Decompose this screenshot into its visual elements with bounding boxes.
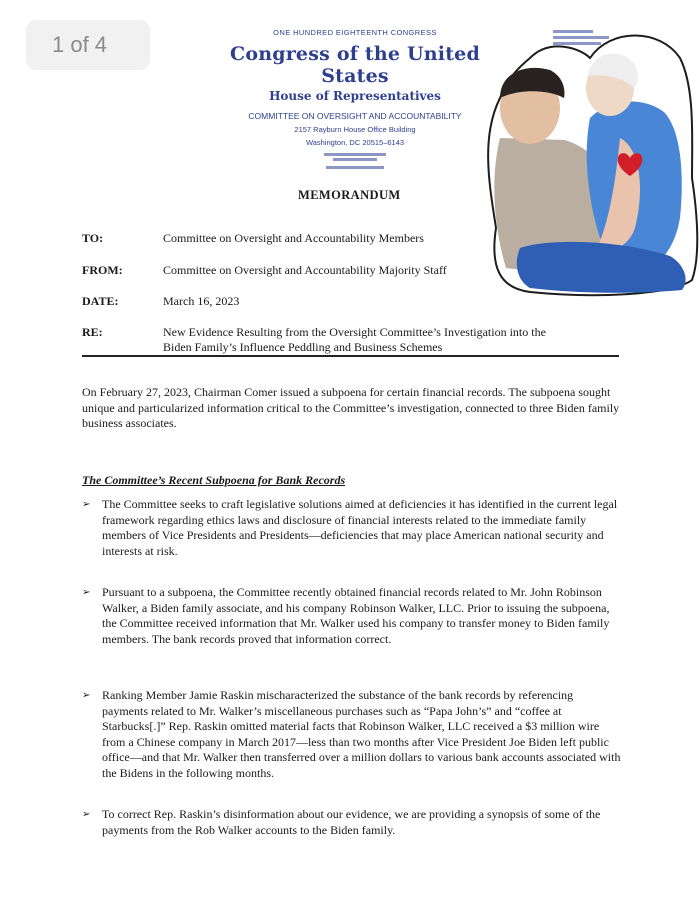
phone-line [324, 153, 386, 156]
to-label: TO: [82, 231, 104, 245]
re-value [163, 325, 618, 355]
bullet-arrow-icon: ➢ [82, 499, 91, 510]
letterhead-phone-lines [220, 153, 490, 169]
website-line [326, 166, 384, 169]
section-heading: The Committee’s Recent Subpoena for Bank Records [82, 473, 346, 487]
bullet-arrow-icon: ➢ [82, 587, 91, 598]
letterhead-title: Congress of the United States [230, 43, 480, 87]
header-rule [82, 355, 619, 357]
bullet-text: Ranking Member Jamie Raskin mischaracterized the substance of the bank records by referencing payments related to Mr. Walker’s miscellaneous purchases such as “Papa John’s” and “coffee at Starbucks[.]” Rep. Raskin omitted material facts that Robinson Walker, LLC received a $3 million wire from a Chinese company in March 2017—less than two months after Vice President Joe Biden left public office—and that Mr. Walker then transferred over a million dollars to various bank accounts associated with the Bidens in the following months. [102, 688, 621, 780]
bullet-arrow-icon: ➢ [82, 809, 91, 820]
re-line-2: Biden Family’s Influence Peddling and Business Schemes [163, 340, 443, 354]
bullet-arrow-icon: ➢ [82, 690, 91, 701]
letterhead-house: House of Representatives [269, 89, 441, 103]
phone-line [333, 158, 377, 161]
from-label: FROM: [82, 263, 123, 277]
date-label: DATE: [82, 294, 119, 308]
embrace-sticker-image [470, 18, 700, 298]
to-value: Committee on Oversight and Accountability Members [163, 231, 424, 245]
memo-title: MEMORANDUM [298, 188, 401, 202]
letterhead-committee: COMMITTEE ON OVERSIGHT AND ACCOUNTABILITY [248, 111, 462, 121]
bullet-text: To correct Rep. Raskin’s disinformation about our evidence, we are providing a synopsis of some of the payments from the Rob Walker accounts to the Biden family. [102, 807, 601, 837]
intro-paragraph: On February 27, 2023, Chairman Comer issued a subpoena for certain financial records. The subpoena sought unique and particularized information critical to the Committee’s investigation, connected to three Biden family business associates. [82, 385, 620, 431]
letterhead [220, 28, 490, 169]
page-counter: 1 of 4 [26, 20, 150, 70]
bullet-item [82, 497, 622, 559]
letterhead-address: 2157 Rayburn House Office Building [294, 125, 416, 134]
bullet-item [82, 807, 622, 838]
bullet-text: Pursuant to a subpoena, the Committee recently obtained financial records related to Mr. John Robinson Walker, a Biden family associate, and his company Robinson Walker, LLC. Prior to issuing the subpoena, the Committee received information that Mr. Walker used his company to transfer money to Biden family members. The bank records proved that information correct. [102, 585, 610, 646]
re-label: RE: [82, 325, 103, 339]
bullet-item [82, 688, 622, 782]
re-line-1: New Evidence Resulting from the Oversight Committee’s Investigation into the [163, 325, 546, 339]
bullet-item [82, 585, 622, 647]
from-value: Committee on Oversight and Accountability Majority Staff [163, 263, 447, 277]
letterhead-city: Washington, DC 20515–6143 [305, 138, 405, 147]
bullet-text: The Committee seeks to craft legislative solutions aimed at deficiencies it has identified in the current legal framework regarding ethics laws and disclosure of financial interests related to the immediate family members of Vice Presidents and Presidents—deficiencies that may place American national security and interests at risk. [102, 497, 618, 558]
letterhead-congress: ONE HUNDRED EIGHTEENTH CONGRESS [273, 28, 437, 37]
date-value: March 16, 2023 [163, 294, 240, 308]
